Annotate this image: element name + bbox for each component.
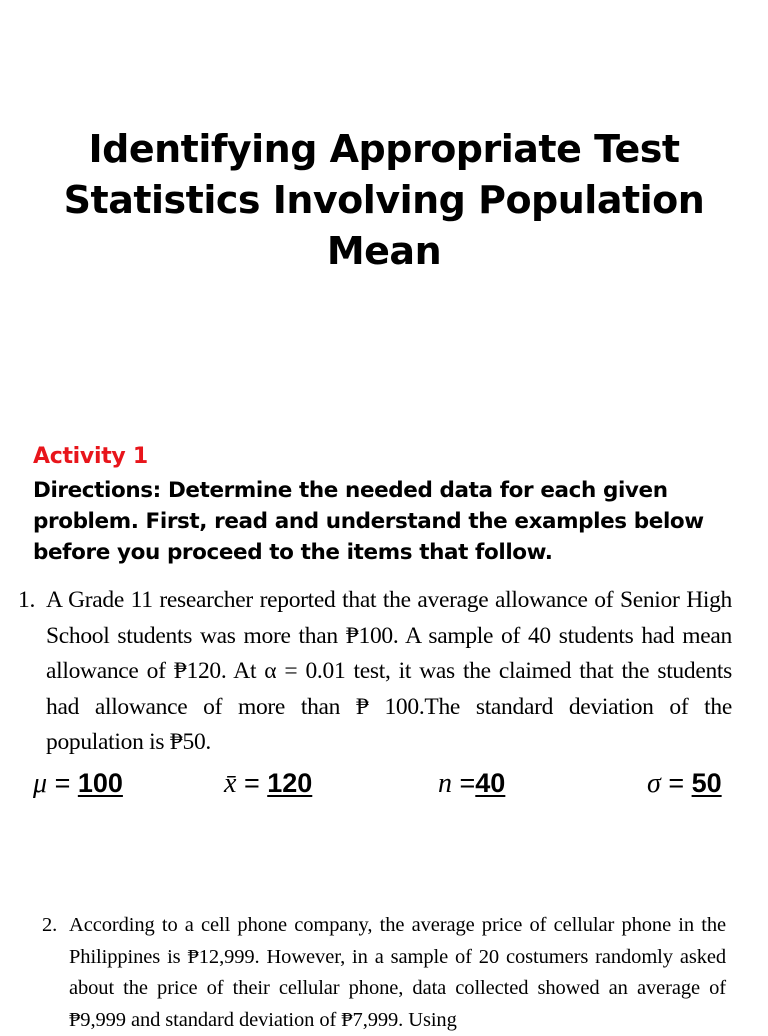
problem-2: [42, 910, 726, 1036]
n-symbol: n: [438, 768, 452, 799]
problem-text: A Grade 11 researcher reported that the average allowance of Senior High School students was more than ₱100. A sample of 40 students had mean allowance of ₱120. At α = 0.01 test, it was the claimed that the students had allowance of more than ₱ 100.The standard deviation of the population is ₱50.: [46, 587, 732, 755]
page-title: Identifying Appropriate Test Statistics Involving Population Mean: [63, 127, 705, 273]
problem-number: 1.: [18, 587, 36, 613]
sigma-symbol: σ: [647, 768, 661, 799]
equals-sign: =: [236, 768, 268, 798]
answer-value: 40: [475, 768, 506, 798]
answer-value: 120: [267, 768, 313, 798]
equals-sign: =: [47, 768, 78, 798]
xbar-symbol: x̄: [224, 768, 237, 799]
activity-label: Activity 1: [33, 444, 148, 469]
problem-text: According to a cell phone company, the average price of cellular phone in the Philippines is ₱12,999. However, in a sample of 20 costumers randomly asked about the price of their cellular phone, data collected showed an average of ₱9,999 and standard deviation of ₱7,999. Using: [69, 914, 726, 1031]
answer-row: [0, 768, 768, 808]
answer-sample-size: [438, 768, 505, 800]
answer-value: 100: [77, 768, 123, 798]
directions-text: Directions: Determine the needed data for each given problem. First, read and understand the examples below before you proceed to the items that follow.: [33, 478, 704, 565]
problem-1: [18, 583, 732, 761]
answer-population-mean: [33, 768, 123, 800]
problem-number: 2.: [42, 914, 58, 936]
equals-sign: =: [452, 768, 476, 798]
answer-sample-mean: [224, 768, 312, 800]
answer-standard-deviation: [647, 768, 722, 800]
equals-sign: =: [660, 768, 692, 798]
answer-value: 50: [691, 768, 722, 798]
mu-symbol: μ: [33, 768, 48, 799]
